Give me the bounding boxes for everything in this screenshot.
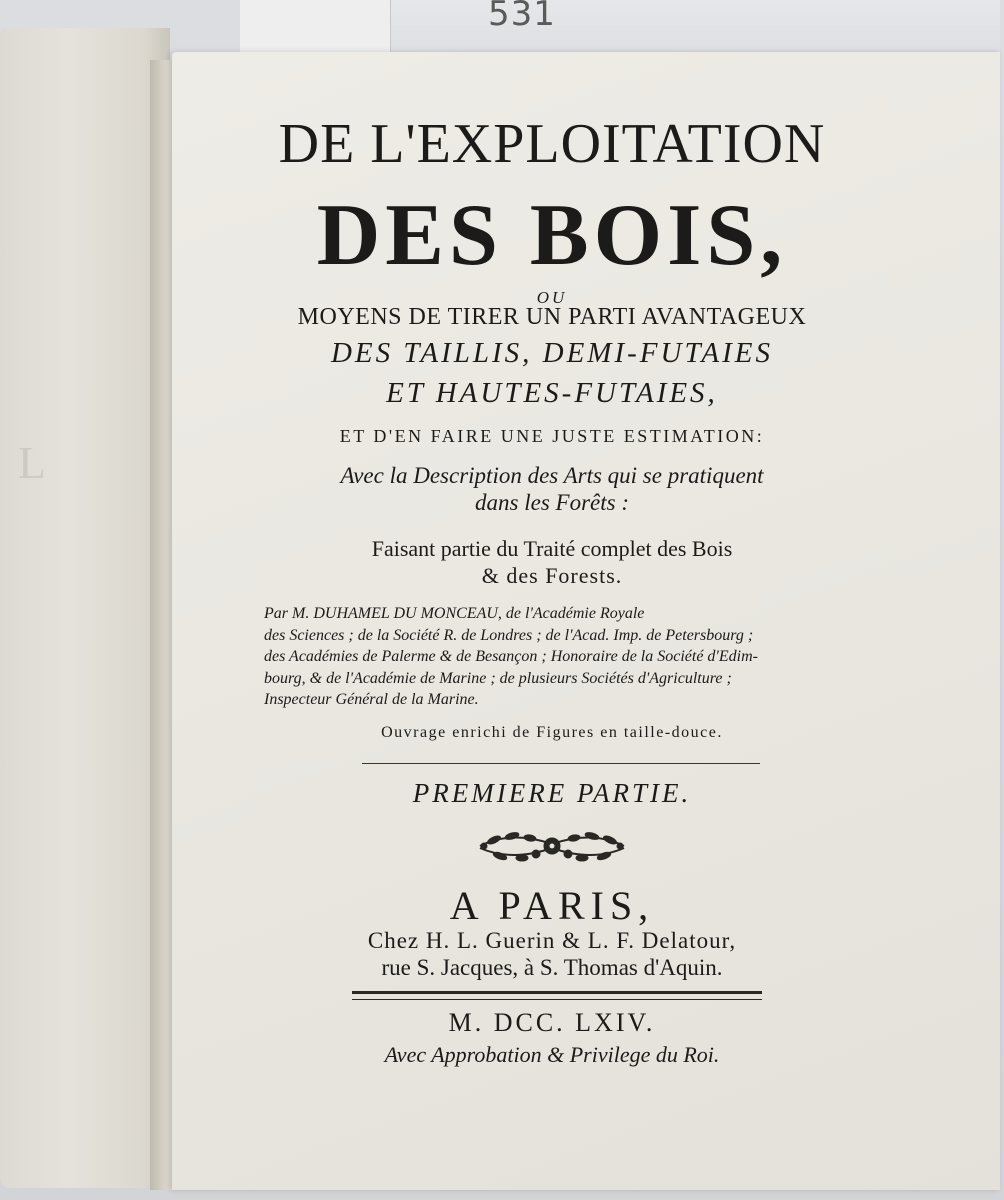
catalog-number: 531: [488, 0, 556, 34]
title-page: [172, 52, 1000, 1190]
description-line-2: dans les Forêts :: [475, 490, 629, 515]
imprint-city: A PARIS,: [449, 883, 655, 928]
double-rule: [352, 991, 762, 1000]
floral-ornament-icon: [472, 824, 632, 868]
traite-line-2: & des Forests.: [481, 563, 623, 588]
title-line-1: DE L'EXPLOITATION: [278, 113, 826, 175]
subtitle-line-2: DES TAILLIS, DEMI-FUTAIES: [330, 337, 774, 369]
description-line-1: Avec la Description des Arts qui se pratiquent: [340, 463, 764, 488]
byline-line: bourg, & de l'Académie de Marine ; de plusieurs Sociétés d'Agriculture ;: [264, 669, 732, 687]
left-page: [0, 28, 170, 1188]
ouvrage-note: Ouvrage enrichi de Figures en taille-douce.: [381, 724, 723, 741]
imprint-publishers: Chez H. L. Guerin & L. F. Delatour,: [367, 928, 737, 953]
left-page-bleed-through: L: [18, 437, 51, 488]
privilege-note: Avec Approbation & Privilege du Roi.: [384, 1042, 720, 1067]
byline-line: des Académies de Palerme & de Besançon ; Honoraire de la Société d'Edim-: [264, 648, 758, 665]
title-ou: OU: [536, 288, 568, 307]
publication-year: M. DCC. LXIV.: [448, 1008, 656, 1037]
part-heading: PREMIERE PARTIE.: [412, 778, 692, 808]
traite-line-1: Faisant partie du Traité complet des Bois: [371, 536, 733, 561]
byline-line: Par M. DUHAMEL DU MONCEAU, de l'Académie Royale: [264, 605, 645, 622]
byline-line: des Sciences ; de la Société R. de Londres ; de l'Acad. Imp. de Petersbourg ;: [264, 626, 754, 644]
divider-rule: [362, 763, 760, 764]
imprint-address: rue S. Jacques, à S. Thomas d'Aquin.: [381, 955, 723, 980]
subtitle-line-4: ET D'EN FAIRE UNE JUSTE ESTIMATION:: [339, 426, 765, 446]
background-paper: [380, 0, 1000, 50]
author-byline: [264, 603, 864, 711]
byline-line: Inspecteur Général de la Marine.: [264, 691, 479, 708]
title-line-2: DES BOIS,: [316, 187, 788, 284]
subtitle-line-1: MOYENS DE TIRER UN PARTI AVANTAGEUX: [297, 304, 807, 330]
subtitle-line-3: ET HAUTES-FUTAIES,: [386, 377, 718, 409]
